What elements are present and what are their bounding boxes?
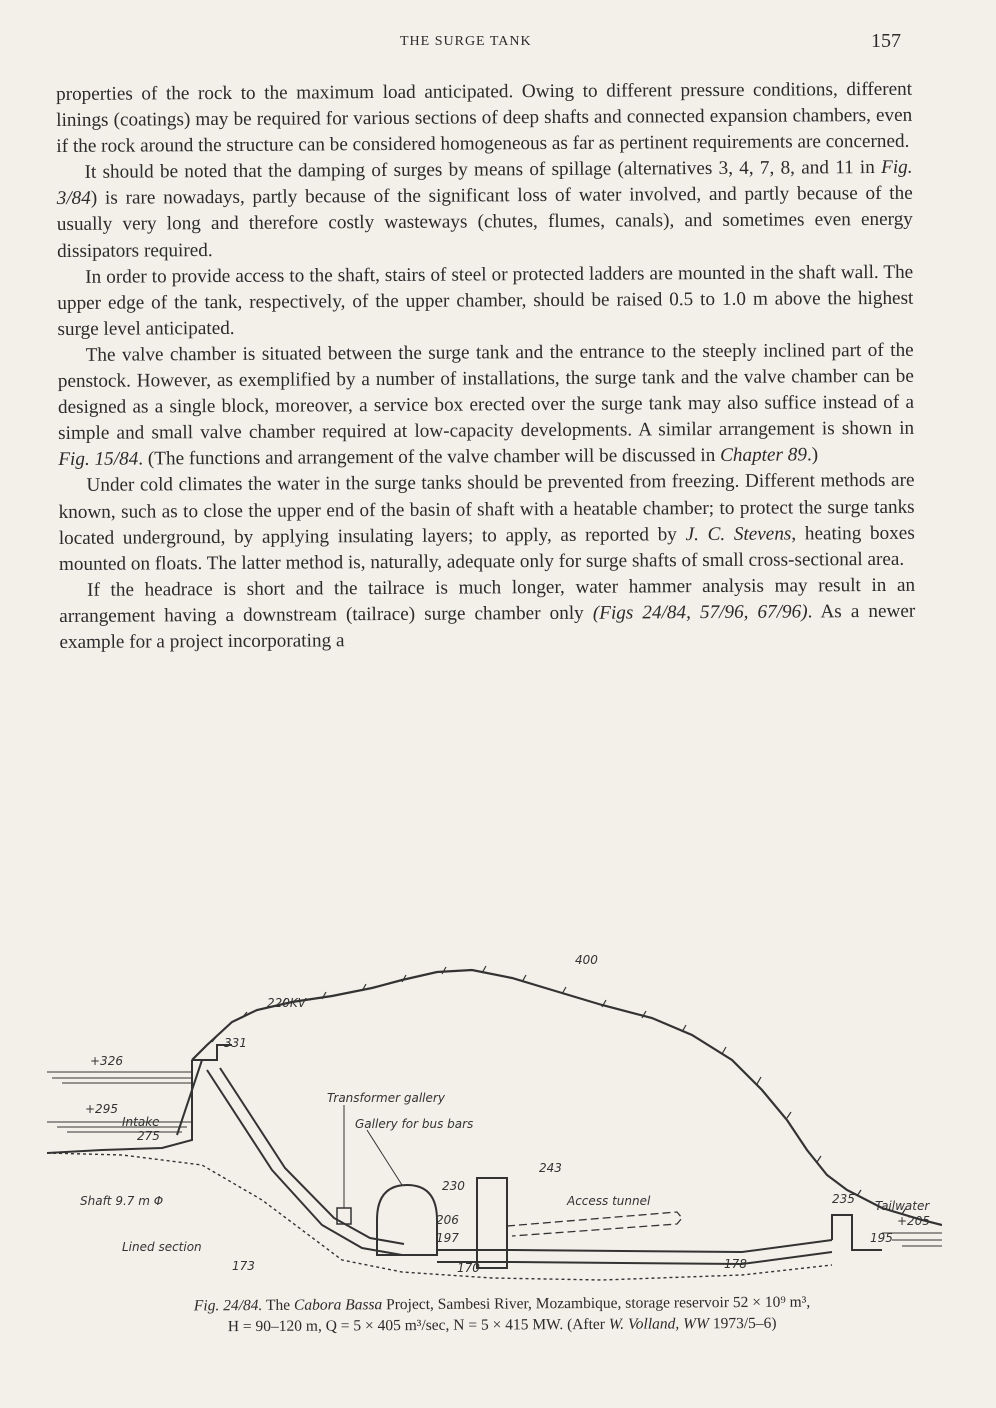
label-el197: 197 — [436, 1231, 459, 1245]
label-el195: 195 — [870, 1231, 893, 1245]
leader-busbars — [367, 1130, 402, 1185]
label-intake: Intake — [122, 1115, 160, 1129]
label-tailwater: Tailwater — [875, 1199, 930, 1213]
paragraph: Under cold climates the water in the surge tanks should be prevented from freezing. Different methods are known, such as to close the upper end of the basin of shaft with a heatable chamber; to protect the surge tanks located underground, by applying insulating layers; to apply, as reported by J. C. Stevens, heating boxes mounted on floats. The latter method is, naturally, adequate only for surge shafts of small cross-sectional area. — [58, 470, 915, 575]
running-head — [0, 30, 996, 56]
label-summit: 400 — [575, 953, 598, 967]
paragraph: The valve chamber is situated between the surge tank and the entrance to the steeply inclined part of the penstock. However, as exemplified by a number of installations, the surge tank and the valve chamber can be designed as a single block, moreover, a service box erected over the surge tank may also suffice instead of a simple and small valve chamber required at low-capacity developments. A similar arrangement is shown in Fig. 15/84. (The functions and arrangement of the valve chamber will be discussed in Chapter 89.) — [57, 339, 915, 471]
label-el275: 275 — [137, 1129, 160, 1143]
paragraph: In order to provide access to the shaft, stairs of steel or protected ladders are mounted in the shaft wall. The upper edge of the tank, respectively, of the upper chamber, should be raised 0.5 to 1.0 m above the highest surge level anticipated. — [57, 261, 914, 340]
label-transformer: Transformer gallery — [327, 1091, 445, 1105]
page-number: 157 — [871, 30, 901, 52]
label-shaft: Shaft 9.7 m Φ — [80, 1194, 164, 1208]
label-lined: Lined section — [122, 1240, 202, 1254]
figure-caption: Fig. 24/84. The Cabora Bassa Project, Sambesi River, Mozambique, storage reservoir 52 × 10⁹ m³, H = 90–120 m, Q = 5 × 405 m³/sec, N = 5 × 415 MW. (After W. Volland, WW 1973/5–6) — [193, 1293, 811, 1336]
access-tunnel — [507, 1212, 682, 1236]
paragraph: If the headrace is short and the tailrace is much longer, water hammer analysis may result in an arrangement having a downstream (tailrace) surge chamber only (Figs 24/84, 57/96, 67/96). As a newer example for a project incorporating a — [59, 574, 916, 653]
project-cross-section-figure — [42, 950, 942, 1295]
chapter-reference: Chapter 89 — [720, 444, 808, 467]
label-el173: 173 — [232, 1259, 255, 1273]
label-tail-level: +205 — [897, 1214, 930, 1228]
body-text — [56, 77, 915, 656]
headwater-lines — [47, 1072, 192, 1132]
powerhouse-cavern — [377, 1185, 437, 1255]
label-el331: 331 — [224, 1036, 247, 1050]
figure-reference: Fig. 3/84 — [56, 157, 913, 210]
label-busbars: Gallery for bus bars — [355, 1117, 474, 1131]
paragraph: It should be noted that the damping of surges by means of spillage (alternatives 3, 4, 7, 8, and 11 in Fig. 3/84) is rare nowadays, partly because of the significant loss of water involved, and partly because of the usually very long and therefore costly wasteways (chutes, flumes, canals), and sometimes even energy dissipators required. — [56, 157, 913, 262]
mountain-hatch — [212, 966, 906, 1214]
label-el230: 230 — [442, 1179, 465, 1193]
running-title: THE SURGE TANK — [400, 34, 532, 49]
label-headwater: +326 — [90, 1054, 123, 1068]
label-el243: 243 — [539, 1161, 562, 1175]
author-reference: J. C. Stevens — [685, 523, 792, 545]
caption-author: W. Volland, WW — [608, 1315, 710, 1333]
figure-reference: (Figs 24/84, 57/96, 67/96) — [592, 601, 808, 624]
cross-section-drawing — [42, 950, 942, 1295]
tailrace-tunnel — [437, 1240, 832, 1264]
label-el235: 235 — [832, 1192, 855, 1206]
surge-chamber — [477, 1178, 507, 1268]
caption-project: Cabora Bassa — [293, 1296, 383, 1314]
label-el206: 206 — [436, 1213, 459, 1227]
figure-reference: Fig. 15/84 — [58, 448, 139, 471]
label-el170: 170 — [457, 1261, 480, 1275]
label-intake-level: +295 — [85, 1102, 118, 1116]
label-el178: 178 — [724, 1257, 747, 1271]
label-power: 220KV — [267, 996, 306, 1010]
caption-figure-number: Fig. 24/84. — [193, 1296, 263, 1315]
paragraph: properties of the rock to the maximum load anticipated. Owing to different pressure conditions, different linings (coatings) may be required for various sections of deep shafts and connected expansion chambers, even if the rock around the structure can be considered homogeneous as far as pertinent requirements are concerned. — [56, 78, 913, 158]
label-access: Access tunnel — [567, 1194, 651, 1208]
